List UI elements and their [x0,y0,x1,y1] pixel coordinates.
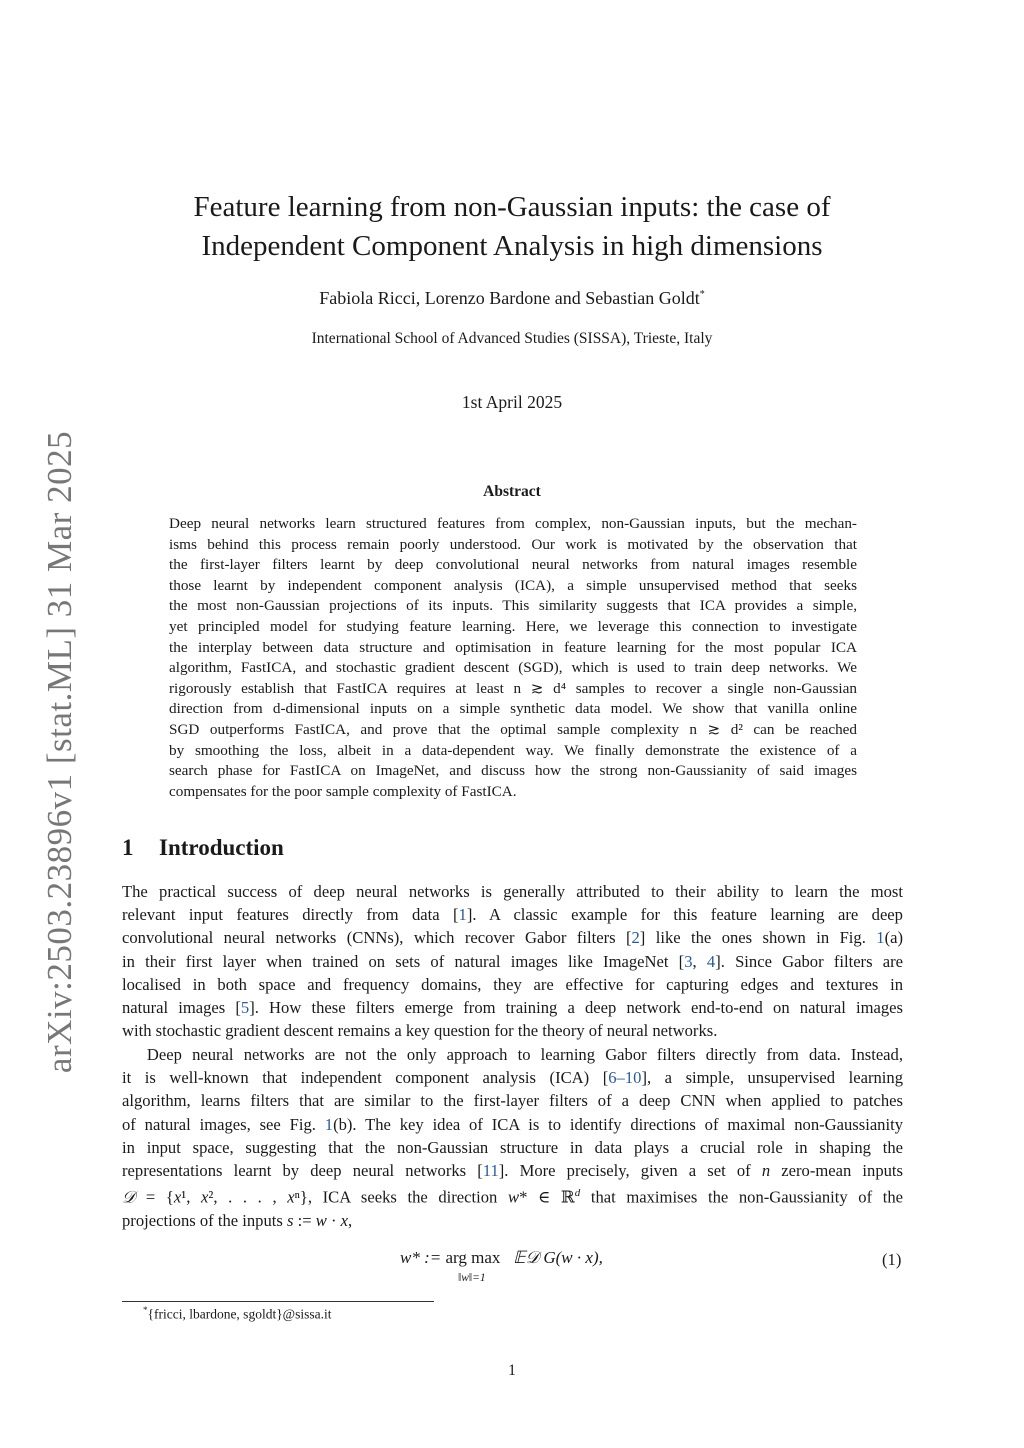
author-names: Fabiola Ricci, Lorenzo Bardone and Sebastian Goldt [319,288,700,308]
abstract-line: isms behind this process remain poorly understood. Our work is motivated by the observation that [169,535,857,553]
abstract-line: direction from d-dimensional inputs on a simple synthetic data model. We show that vanilla online [169,700,857,718]
paragraph-line: in their first layer when trained on sets of natural images like ImageNet [3, 4]. Since Gabor filters are [122,951,904,971]
abstract-line: search phase for FastICA on ImageNet, and discuss how the strong non-Gaussianity of said images [169,762,857,780]
math-symbol: w [507,1187,520,1207]
abstract-line: the most non-Gaussian projections of its inputs. This similarity suggests that ICA provides a simple, [169,597,857,615]
abstract-line: yet principled model for studying feature learning. Here, we leverage this connection to investigate [169,617,857,635]
paragraph-line: algorithm, learns filters that are similar to the first-layer filters of a deep CNN when applied to patches [122,1091,903,1111]
abstract-line: by smoothing the loss, albeit in a data-dependent way. We finally demonstrate the existence of a [169,741,857,759]
footnote-rule [122,1301,434,1302]
abstract-line: those learnt by independent component analysis (ICA), a simple unsupervised method that seeks [169,576,857,594]
paragraph-line: of natural images, see Fig. 1(b). The key idea of ICA is to identify directions of maximal non-Gaussianity [122,1114,903,1134]
citation-link[interactable]: 5 [240,998,250,1018]
equation-1 [400,1248,603,1268]
paragraph-line: with stochastic gradient descent remains a key question for the theory of neural networks. [122,1021,718,1041]
equation-constraint: ‖w‖=1 [458,1272,486,1284]
paragraph-line: localised in both space and frequency domains, they are effective for capturing edges and textures in [122,974,903,994]
arxiv-stamp-text: arXiv:2503.23896v1 [stat.ML] 31 Mar 2025 [40,430,79,1074]
equation-body: 𝔼𝒟 G(w · x), [513,1248,603,1267]
math-symbol: 𝒟 [122,1187,136,1207]
equation-number: (1) [882,1250,902,1269]
paragraph-line: relevant input features directly from data [1]. A classic example for this feature learning are deep [122,905,903,925]
section-heading [122,835,284,861]
paragraph-line: it is well-known that independent component analysis (ICA) [6–10], a simple, unsupervised learning [122,1068,903,1088]
title-line-2: Independent Component Analysis in high dimensions [201,230,823,262]
abstract-heading: Abstract [483,483,541,500]
citation-link[interactable]: 4 [706,951,716,971]
affiliation: International School of Advanced Studies (SISSA), Trieste, Italy [311,330,713,347]
paragraph-line: representations learnt by deep neural networks [11]. More precisely, given a set of n zero-mean inputs [122,1161,903,1181]
paragraph-line: in input space, suggesting that the non-Gaussian structure in data plays a crucial role in shaping the [122,1137,903,1157]
abstract-line: the interplay between data structure and optimisation in feature learning for the most popular ICA [169,638,857,656]
footnote-mark: * [143,1305,148,1315]
citation-link[interactable]: 1 [876,928,885,948]
abstract-line: Deep neural networks learn structured features from complex, non-Gaussian inputs, but the mechan- [169,515,857,532]
math-superscript: d [574,1187,581,1200]
abstract-line: SGD outperforms FastICA, and prove that the optimal sample complexity n ≳ d² can be reached [169,720,857,738]
intro-paragraph-1 [122,880,903,1042]
equation-operator: arg max [445,1248,501,1267]
citation-link[interactable]: 6–10 [608,1068,642,1088]
paragraph-line: projections of the inputs s := w · x, [122,1210,353,1230]
page-number: 1 [508,1362,516,1379]
math-symbol: x [287,1187,295,1207]
paper-title [0,188,1024,266]
citation-link[interactable]: 3 [684,951,693,971]
paragraph-line: 𝒟 = {x¹, x², . . . , xⁿ}, ICA seeks the direction w* ∈ ℝ$^d$ that maximises the non-Gaussianity of the [122,1187,903,1207]
author-footnote-mark: * [699,289,705,300]
math-symbol: s [287,1210,294,1230]
abstract-line: the first-layer filters learnt by deep convolutional neural networks from natural images resemble [169,556,857,574]
abstract-body [169,514,857,802]
paragraph-line: natural images [5]. How these filters emerge from training a deep network end-to-end on natural images [122,998,903,1018]
abstract-line: compensates for the poor sample complexity of FastICA. [169,782,517,800]
section-title: Introduction [159,835,284,860]
math-symbol: w [315,1210,327,1230]
citation-link[interactable]: 1 [458,905,467,925]
math-symbol: n [761,1161,771,1181]
citation-link[interactable]: 2 [631,928,640,948]
abstract-line: algorithm, FastICA, and stochastic gradient descent (SGD), which is used to train deep networks. We [169,659,857,677]
publication-date: 1st April 2025 [461,392,563,412]
paragraph-line: The practical success of deep neural networks is generally attributed to their ability to learn the most [122,882,903,901]
footnote-emails: {fricci, lbardone, sgoldt}@sissa.it [147,1306,332,1322]
paragraph-line: Deep neural networks are not the only approach to learning Gabor filters directly from data. Instead, [122,1045,903,1064]
intro-paragraph-2 [122,1043,903,1232]
footnote [143,1305,331,1323]
abstract-line: rigorously establish that FastICA requires at least n ≳ d⁴ samples to recover a single non-Gaussian [169,679,857,697]
section-number: 1 [122,835,134,860]
author-list [0,288,1024,309]
citation-link[interactable]: 1 [324,1114,334,1134]
math-symbol: x [340,1210,349,1230]
math-symbol: x [173,1187,182,1207]
math-symbol: x [200,1187,209,1207]
paragraph-line: convolutional neural networks (CNNs), which recover Gabor filters [2] like the ones shown in Fig. 1(a) [122,928,903,948]
citation-link[interactable]: 11 [482,1161,499,1181]
title-line-1: Feature learning from non-Gaussian inputs: the case of [193,191,831,223]
equation-lhs: w* := [400,1248,442,1267]
